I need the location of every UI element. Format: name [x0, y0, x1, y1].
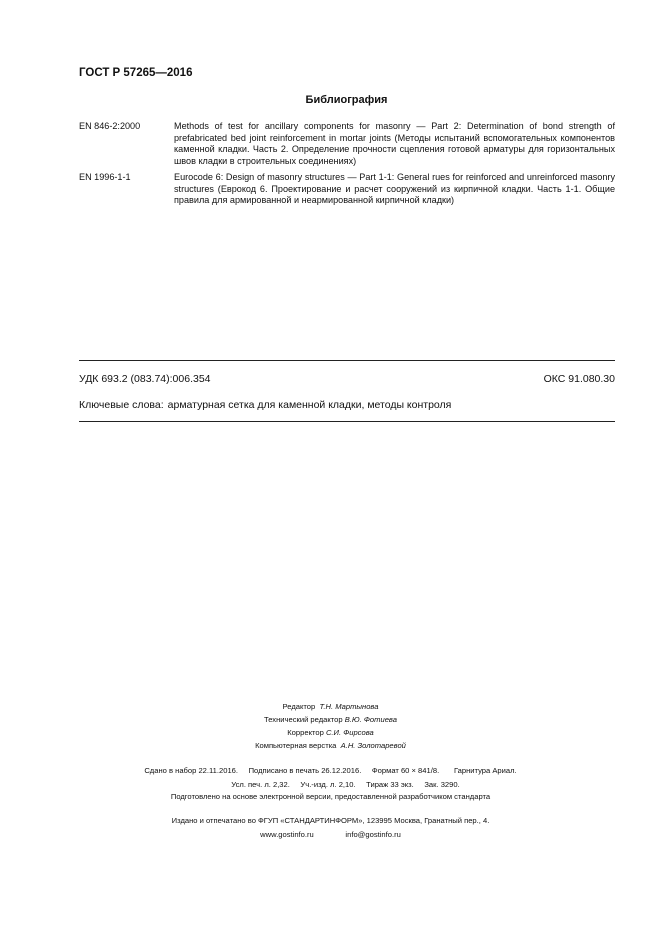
- imprint-line-1: Сдано в набор 22.11.2016. Подписано в печать 26.12.2016. Формат 60 × 841/8. Гарнитура Ариал.: [144, 766, 517, 775]
- keywords-label: Ключевые слова:: [79, 399, 164, 411]
- imprint-corrector: [0, 728, 661, 737]
- layout-name: А.Н. Золотаревой: [340, 741, 406, 750]
- corrector-label: Корректор: [287, 728, 324, 737]
- website-link[interactable]: www.gostinfo.ru: [260, 830, 314, 839]
- tech-editor-name: В.Ю. Фотиева: [344, 715, 397, 724]
- imprint-editor: [0, 702, 661, 711]
- print-run: Тираж 33 экз.: [366, 780, 414, 789]
- layout-label: Компьютерная верстка: [255, 741, 337, 750]
- email-link[interactable]: info@gostinfo.ru: [345, 830, 401, 839]
- entry-code: EN 1996-1-1: [79, 172, 131, 182]
- imprint-line-2: [0, 780, 661, 789]
- publisher-line: Издано и отпечатано во ФГУП «СТАНДАРТИНФОРМ», 123995 Москва, Гранатный пер., 4.: [171, 816, 490, 825]
- corrector-name: С.И. Фирсова: [325, 728, 374, 737]
- signed-date: Подписано в печать 26.12.2016.: [248, 766, 362, 775]
- editor-label: Редактор: [282, 702, 316, 711]
- keywords-value: арматурная сетка для каменной кладки, методы контроля: [167, 399, 452, 411]
- imprint-layout: [0, 741, 661, 750]
- editor-name: Т.Н. Мартынова: [319, 702, 379, 711]
- bibliography-entry: [79, 172, 615, 207]
- tech-editor-label: Технический редактор: [264, 715, 343, 724]
- oks-code: ОКС 91.080.30: [543, 373, 615, 385]
- typeface: Гарнитура Ариал.: [453, 766, 517, 775]
- bibliography-entry: [79, 121, 615, 167]
- entry-text: Methods of test for ancillary components for masonry — Part 2: Determination of bond strength of prefabricated bed joint reinforcement in mortar joints (Методы испытаний вспомогательных компонентов каменной кладки. Часть 2. Определение прочности сцепления готовой арматуры для горизонтальных швов кладки в строительных соединениях): [174, 121, 615, 166]
- udk-code: УДК 693.2 (083.74):006.354: [79, 373, 211, 385]
- entry-text: Eurocode 6: Design of masonry structures — Part 1-1: General rues for reinforced and unreinforced masonry structures (Еврокод 6. Проектирование и расчет сооружений из кирпичной кладки. Часть 1-1. Общие правила для армированной и неармированной кирпичной кладки): [174, 172, 615, 205]
- format-fraction: 1/8: [426, 766, 438, 775]
- divider-top: [79, 360, 615, 361]
- keywords-line: [79, 399, 451, 411]
- submitted-date: Сдано в набор 22.11.2016.: [144, 766, 238, 775]
- format: Формат 60 × 84: [371, 766, 427, 775]
- edition-sheets: Уч.-изд. л. 2,10.: [300, 780, 356, 789]
- entry-code: EN 846-2:2000: [79, 121, 141, 131]
- contact-line: [0, 830, 661, 839]
- imprint-line-3: Подготовлено на основе электронной версии, предоставленной разработчиком стандарта: [170, 792, 491, 801]
- standard-code: ГОСТ Р 57265—2016: [79, 67, 193, 79]
- bibliography-title: Библиография: [305, 94, 388, 106]
- order-number: Зак. 3290.: [424, 780, 460, 789]
- imprint-tech-editor: [0, 715, 661, 724]
- print-sheets: Усл. печ. л. 2,32.: [231, 780, 290, 789]
- divider-bottom: [79, 421, 615, 422]
